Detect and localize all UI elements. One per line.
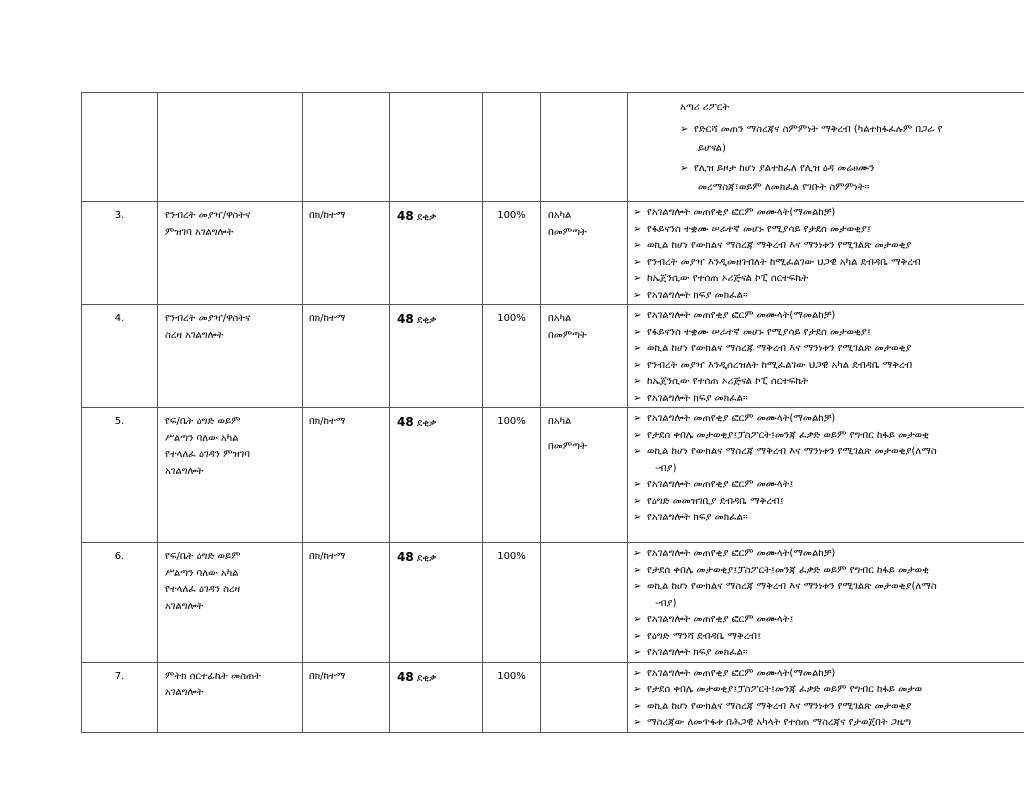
- service-name: ምትክ ሰርተፊኬት መስጠት አገልግሎት: [158, 662, 303, 732]
- service-time: 48 ደቂቃ: [390, 662, 483, 732]
- requirement-item: ➢ የአገልግሎት መጠየቂያ ፎርም መሙላት፤: [633, 612, 1024, 629]
- requirement-item: ➢ የአገልግሎት ክፍያ መክፈል።: [633, 288, 1024, 305]
- services-table: [81, 92, 1024, 733]
- arrow-bullet-icon: ➢: [633, 700, 642, 712]
- arrow-bullet-icon: ➢: [680, 124, 689, 135]
- requirement-item: ➢ የአገልግሎት ክፍያ መክፈል።: [633, 645, 1024, 662]
- requirement-item: ➢ የንብረት መያዣ እንዲሰረዝለት ከሚፈልገው ህጋዊ አካል ደብዳቤ ማቅረብ: [633, 358, 1024, 375]
- service-name: የፍ/ቤት ዕግድ ወይም ሥልጣን ባለው አካል የተላለፈ ዕገዳን ስረዛ አገልግሎት: [158, 543, 303, 663]
- service-name: የንብረት መያዣ/ዋስትና ስረዛ አገልግሎት: [158, 305, 303, 408]
- service-mode: [541, 543, 628, 663]
- arrow-bullet-icon: ➢: [633, 630, 642, 642]
- service-percent: 100%: [483, 543, 541, 663]
- requirement-item: ➢ ከኤጀንሲው የተሰጠ ኦሪጅናል ኮፒ ሰርተፍኬት: [633, 374, 1024, 391]
- row-number: 5.: [82, 408, 158, 543]
- arrow-bullet-icon: ➢: [633, 310, 642, 321]
- row-number: 7.: [82, 662, 158, 732]
- table-row: [82, 202, 1024, 305]
- requirement-item: ➢ የንብረት መያዣ እንዲመዘገብለት ከሚፈልገው ህጋዊ አካል ደብዳቤ ማቅረብ: [633, 255, 1024, 272]
- arrow-bullet-icon: ➢: [633, 429, 642, 441]
- cell-mode: [541, 93, 628, 202]
- arrow-bullet-icon: ➢: [633, 413, 642, 424]
- requirement-item: ➢ ወኪል ከሆነ የውክልና ማስረጃ ማቅረብ እና ማንነቱን የሚገልጽ መታወቂያ: [633, 699, 1024, 716]
- arrow-bullet-icon: ➢: [633, 479, 642, 490]
- requirements-list: [628, 408, 1024, 543]
- requirement-item: ➢ የታደሰ ቀበሌ መታወቂያ፤ፓስፖርት፤መንጃ ፈቃድ ወይም የግብር ከፋይ መታወቂ: [633, 563, 1024, 580]
- requirements-list: [628, 662, 1024, 732]
- row-number: 4.: [82, 305, 158, 408]
- table-row-continuation: [82, 93, 1024, 202]
- requirement-item: ➢ ወኪል ከሆነ የውክልና ማስረጃ ማቅረብ እና ማንነቱን የሚገልጽ መታወቂያ: [633, 238, 1024, 255]
- service-place: በክ/ከተማ: [303, 202, 390, 305]
- requirement-continuation: -ብያ): [655, 597, 677, 609]
- arrow-bullet-icon: ➢: [680, 163, 689, 174]
- arrow-bullet-icon: ➢: [633, 359, 642, 371]
- arrow-bullet-icon: ➢: [633, 564, 642, 576]
- service-mode: በአካል በመምጣት: [541, 305, 628, 408]
- requirement-item: ➢ ወኪል ከሆነ የውክልና ማስረጃ ማቅረብ እና ማንነቱን የሚገልጽ መታወቂያ: [633, 341, 1024, 358]
- service-mode: በአካል በመምጣት: [541, 408, 628, 543]
- requirement-item: ➢ የአገልግሎት መጠየቂያ ፎርም መሙላት(ማመልከቻ): [633, 205, 1024, 222]
- requirement-item: ➢ የፋይናንስ ተቋሙ ሠራተኛ መሆኑ የሚያሳይ የታደሰ መታወቂያ፤: [633, 325, 1024, 342]
- arrow-bullet-icon: ➢: [633, 667, 642, 679]
- requirements-list: [628, 305, 1024, 408]
- requirement-item: ➢ የሊዝ ይዞታ ከሆነ ያልተከፈለ የሊዝ ዕዳ መሬፀሙን: [680, 156, 1024, 181]
- requirement-item: ➢ የአገልግሎት መጠየቂያ ፎርም መሙላት(ማመልከቻ): [633, 411, 1024, 428]
- arrow-bullet-icon: ➢: [633, 495, 642, 507]
- cell-pct: [483, 93, 541, 202]
- service-mode: በአካል በመምጣት: [541, 202, 628, 305]
- requirement-item: ➢ የአገልግሎት መጠየቂያ ፎርም መሙላት(ማመልከቻ): [633, 666, 1024, 683]
- requirement-item: ➢ የፋይናንስ ተቋሙ ሠራተኛ መሆኑ የሚያሳይ የታደሰ መታወቂያ፤: [633, 222, 1024, 239]
- arrow-bullet-icon: ➢: [633, 376, 642, 387]
- cell-time: [390, 93, 483, 202]
- service-percent: 100%: [483, 662, 541, 732]
- requirements-list: [628, 543, 1024, 663]
- service-percent: 100%: [483, 408, 541, 543]
- requirement-item: ➢ የአገልግሎት መጠየቂያ ፎርም መሙላት፤: [633, 477, 1024, 494]
- requirement-item: ➢ የታደሰ ቀበሌ መታወቂያ፤ፓስፖርት፤መንጃ ፈቃድ ወይም የግብር ከፋይ መታወቂ: [633, 428, 1024, 445]
- arrow-bullet-icon: ➢: [633, 717, 642, 728]
- row-number: 3.: [82, 202, 158, 305]
- service-place: በክ/ከተማ: [303, 662, 390, 732]
- arrow-bullet-icon: ➢: [633, 326, 642, 338]
- top-heading: አጣሪ ሪፖርት: [680, 102, 730, 113]
- service-percent: 100%: [483, 202, 541, 305]
- service-place: በክ/ከተማ: [303, 305, 390, 408]
- service-time: 48 ደቂቃ: [390, 202, 483, 305]
- arrow-bullet-icon: ➢: [633, 647, 642, 658]
- service-name: የፍ/ቤት ዕግድ ወይም ሥልጣን ባለው አካል የተላለፈ ዕገዳን ምዝገባ አገልግሎት: [158, 408, 303, 543]
- table-row: [82, 662, 1024, 732]
- requirement-item: ➢ የአገልግሎት መጠየቂያ ፎርም መሙላት(ማመልከቻ): [633, 308, 1024, 325]
- cell-place: [303, 93, 390, 202]
- requirement-item: ➢ የአገልግሎት መጠየቂያ ፎርም መሙላት(ማመልከቻ): [633, 546, 1024, 563]
- arrow-bullet-icon: ➢: [633, 289, 642, 301]
- arrow-bullet-icon: ➢: [633, 446, 642, 457]
- requirement-item: ➢ ወኪል ከሆነ የውክልና ማስረጃ ማቅረብ እና ማንነቱን የሚገልጽ መታወቂያ(ለማስ: [633, 444, 1024, 461]
- service-name: የንብረት መያዣ/ዋስትና ምዝገባ አገልግሎት: [158, 202, 303, 305]
- arrow-bullet-icon: ➢: [633, 392, 642, 404]
- requirement-item: ➢ ማስረጃው ለመጥፋቱ በሕጋዊ አካላት የተሰጠ ማስረጃና የታወጀበት ጋዜጣ: [633, 715, 1024, 732]
- cell-requirements: [628, 93, 1024, 202]
- requirement-continuation: ይሆናል): [698, 143, 726, 154]
- service-percent: 100%: [483, 305, 541, 408]
- service-time: 48 ደቂቃ: [390, 543, 483, 663]
- requirement-item: ➢ የአገልግሎት ክፍያ መክፈል።: [633, 391, 1024, 408]
- table-row: [82, 543, 1024, 663]
- arrow-bullet-icon: ➢: [633, 223, 642, 235]
- service-mode: [541, 662, 628, 732]
- service-time: 48 ደቂቃ: [390, 408, 483, 543]
- arrow-bullet-icon: ➢: [633, 240, 642, 251]
- table-row: [82, 408, 1024, 543]
- row-number: 6.: [82, 543, 158, 663]
- arrow-bullet-icon: ➢: [633, 581, 642, 592]
- requirement-continuation: መረማስጃ፣ወይም ለመክፈል የገቡት ስምምነት።: [698, 182, 870, 193]
- requirement-item: ➢ ወኪል ከሆነ የውክልና ማስረጃ ማቅረብ እና ማንነቱን የሚገልጽ መታወቂያ(ለማስ: [633, 579, 1024, 596]
- arrow-bullet-icon: ➢: [633, 256, 642, 268]
- requirement-continuation: -ብያ): [655, 462, 677, 474]
- arrow-bullet-icon: ➢: [633, 207, 642, 218]
- cell-num: [82, 93, 158, 202]
- requirement-item: ➢ የዕግድ ማንሻ ደብዳቤ ማቅረብ፤: [633, 629, 1024, 646]
- service-place: በክ/ከተማ: [303, 543, 390, 663]
- requirement-item: ➢ የድርሻ መጠን ማስረጃና ስምምነት ማቅረብ (ካልተከፋፈሉም በጋራ የ: [680, 117, 1024, 142]
- requirement-item: ➢ የዕግድ መመዝገቢያ ደብዳቤ ማቅረብ፤: [633, 494, 1024, 511]
- requirement-item: ➢ ከኤጀንሲው የተሰጠ ኦሪጅናል ኮፒ ሰርተፍኬት: [633, 271, 1024, 288]
- arrow-bullet-icon: ➢: [633, 273, 642, 284]
- arrow-bullet-icon: ➢: [633, 548, 642, 559]
- arrow-bullet-icon: ➢: [633, 614, 642, 625]
- requirement-item: ➢ የአገልግሎት ክፍያ መክፈል።: [633, 510, 1024, 527]
- arrow-bullet-icon: ➢: [633, 684, 642, 695]
- requirements-list: [628, 202, 1024, 305]
- arrow-bullet-icon: ➢: [633, 343, 642, 354]
- service-place: በክ/ከተማ: [303, 408, 390, 543]
- table-row: [82, 305, 1024, 408]
- service-time: 48 ደቂቃ: [390, 305, 483, 408]
- cell-name: [158, 93, 303, 202]
- requirement-item: ➢ የታደሰ ቀበሌ መታወቂያ፤ፓስፖርት፤መንጃ ፈቃድ ወይም የግብር ከፋይ መታወ: [633, 682, 1024, 699]
- arrow-bullet-icon: ➢: [633, 512, 642, 523]
